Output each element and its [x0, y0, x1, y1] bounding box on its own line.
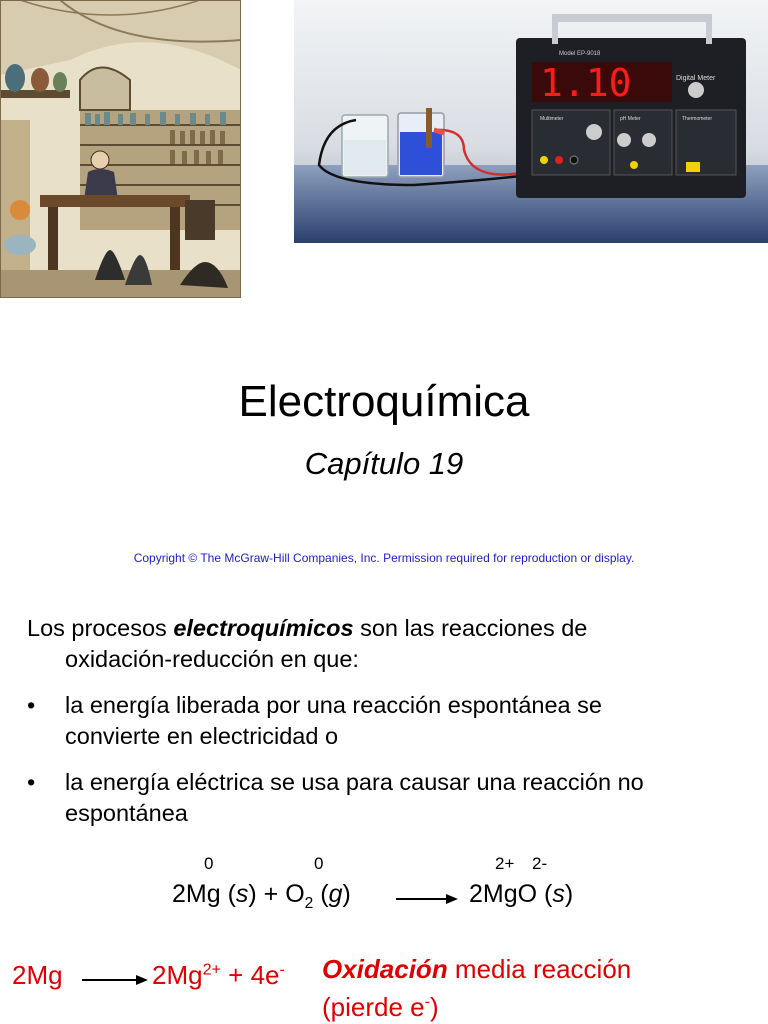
meter-model: Model EP-9018 — [559, 51, 601, 57]
lab-illustration — [0, 0, 241, 298]
intro-paragraph — [27, 613, 747, 675]
chapter-subtitle: Capítulo 19 — [304, 446, 464, 481]
redox-equation — [0, 850, 768, 920]
bullet-symbol: • — [27, 692, 36, 718]
half-reaction-note: (pierde e-) — [322, 992, 439, 1022]
bullet-line1: la energía eléctrica se usa para causar una reacción no — [65, 769, 644, 795]
meter-label-ph: pH Meter — [620, 116, 641, 122]
half-reaction-arrow-icon — [82, 973, 148, 987]
bullet-item — [27, 690, 747, 752]
equation-product: 2MgO (s) — [469, 880, 574, 908]
half-reaction-reactant: 2Mg — [12, 960, 63, 990]
bullet-line2: convierte en electricidad o — [65, 723, 339, 749]
intro-line2: oxidación-reducción en que: — [65, 646, 359, 672]
intro-suffix: son las reacciones de — [353, 615, 588, 641]
oxidation-number-mg: 0 — [204, 854, 214, 873]
intro-keyword: electroquímicos — [173, 615, 354, 641]
equation-reactants: 2Mg $(s) + O_2$ (g) — [172, 880, 351, 912]
oxidation-number-o2: 0 — [314, 854, 324, 873]
meter-label-thermometer: Thermometer — [682, 116, 713, 122]
meter-brand: Digital Meter — [676, 75, 716, 82]
oxidation-half-reaction — [0, 948, 768, 1024]
bullet-item — [27, 767, 747, 829]
half-reaction-label: Oxidación media reacción — [322, 954, 632, 984]
bullet-line1: la energía liberada por una reacción espontánea se — [65, 692, 602, 718]
copyright-notice: Copyright © The McGraw-Hill Companies, Inc. Permission required for reproduction or display. — [133, 551, 635, 565]
bullet-symbol: • — [27, 769, 36, 795]
intro-prefix: Los procesos — [27, 615, 174, 641]
oxidation-number-o-product: 2- — [532, 854, 548, 873]
oxidation-number-mg-product: 2+ — [495, 854, 515, 873]
meter-label-multimeter: Multimeter — [540, 116, 564, 122]
slide-title: Electroquímica — [238, 377, 530, 426]
bullet-line2: espontánea — [65, 800, 188, 826]
meter-readout: 1.10 — [540, 61, 632, 105]
electrochemical-cell-photo — [294, 0, 768, 243]
reaction-arrow-icon — [396, 892, 458, 906]
half-reaction-product: $2Mg^{2+} + 4e^-$ — [152, 960, 285, 990]
